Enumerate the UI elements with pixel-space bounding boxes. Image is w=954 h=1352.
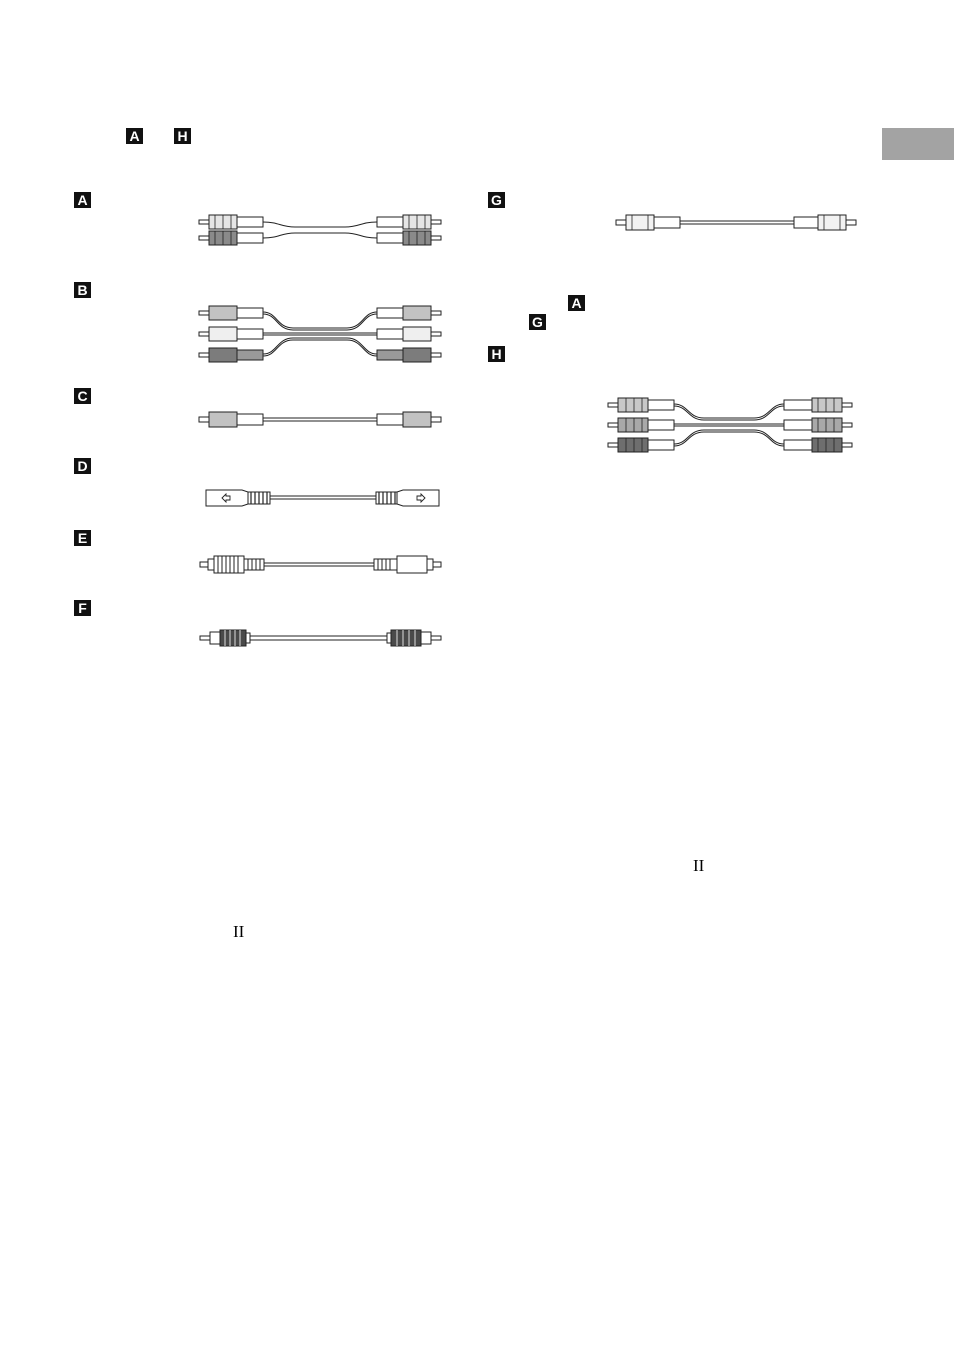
cable-label-d: D <box>74 458 91 474</box>
cable-h-illustration <box>604 394 856 460</box>
cable-label-f: F <box>74 600 91 616</box>
cable-g-illustration <box>612 210 860 236</box>
cable-label-e: E <box>74 530 91 546</box>
section-tab <box>882 128 954 160</box>
cable-label-a: A <box>74 192 91 208</box>
note-ref-a: A <box>568 295 585 311</box>
roman-numeral-left: II <box>233 922 245 941</box>
cable-d-illustration <box>200 486 445 510</box>
cable-label-g: G <box>488 192 505 208</box>
cable-b-illustration <box>195 300 445 370</box>
header-badge-h: H <box>174 128 191 144</box>
cable-label-c: C <box>74 388 91 404</box>
cable-label-b: B <box>74 282 91 298</box>
cable-f-illustration <box>198 626 443 650</box>
roman-numeral-right: II <box>693 856 705 875</box>
cable-e-illustration <box>198 554 443 576</box>
cable-label-h: H <box>488 346 505 362</box>
cable-c-illustration <box>195 406 445 434</box>
note-ref-g: G <box>529 314 546 330</box>
header-badge-a: A <box>126 128 143 144</box>
cable-a-illustration <box>195 208 445 252</box>
